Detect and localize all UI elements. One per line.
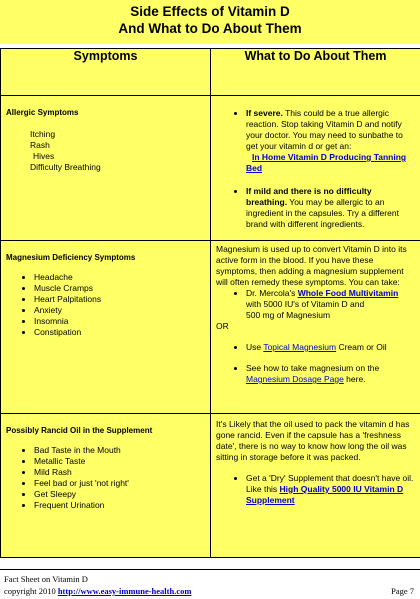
body-text: Get a 'Dry' Supplement that doesn't have oil. Like this [246,473,413,494]
body-text: You may be allergic to an ingredient in the capsules. Try a different brand with different ingredients. [246,197,399,229]
footer-copyright [4,586,191,596]
section-title: Allergic Symptoms [6,108,205,117]
emphasis-text: If mild and there is no difficulty breathing. [246,186,372,207]
body-text: See how to take magnesium on the [246,363,379,373]
header-symptoms: Symptoms [1,49,211,96]
or-text: OR [216,321,415,332]
site-url-link[interactable]: http://www.easy-immune-health.com [58,586,192,596]
title-line-1: Side Effects of Vitamin D [0,3,420,20]
body-text: here. [344,374,366,384]
multivitamin-link[interactable]: Whole Food Multivitamin [298,288,399,298]
list-item: • Muscle Cramps [34,283,205,294]
body-text: Cream or Oil [336,342,387,352]
tanning-bed-link[interactable]: In Home Vitamin D Producing Tanning Bed [246,152,406,173]
list-item: • Frequent Urination [34,500,205,511]
copyright-text: copyright 2010 [4,586,58,596]
list-item [246,473,415,506]
header-what-to-do: What to Do About Them [211,49,420,96]
list-item [246,108,415,174]
list-item: • Heart Palpitations [34,294,205,305]
remedy-cell [211,241,420,414]
list-item: • Insomnia [34,316,205,327]
list-item: Itching [30,129,205,140]
list-item [246,342,415,353]
symptom-list [6,272,205,338]
list-item: • Get Sleepy [34,489,205,500]
list-item: • Mild Rash [34,467,205,478]
remedy-list [216,108,415,230]
list-item: • Bad Taste in the Mouth [34,445,205,456]
list-item: • Metallic Taste [34,456,205,467]
symptom-list [6,445,205,511]
section-title: Possibly Rancid Oil in the Supplement [6,426,205,435]
emphasis-text: If severe. [246,108,283,118]
list-item: • Constipation [34,327,205,338]
list-item: • Headache [34,272,205,283]
magnesium-dosage-link[interactable]: Magnesium Dosage Page [246,374,344,384]
list-item [246,288,415,321]
page-title [0,0,420,44]
remedy-list [216,342,415,385]
symptoms-cell [1,96,211,241]
page-footer [0,569,420,599]
list-item: Difficulty Breathing [30,162,205,173]
list-item: Hives [30,151,205,162]
symptom-list [6,129,205,173]
body-text: with 5000 IU's of Vitamin D and [246,299,364,309]
footer-title: Fact Sheet on Vitamin D [4,574,88,584]
list-item: • Feel bad or just 'not right' [34,478,205,489]
table-row [1,96,420,241]
list-item: Rash [30,140,205,151]
body-text: 500 mg of Magnesium [246,310,330,320]
vitamin-d-supplement-link[interactable]: High Quality 5000 IU Vitamin D Supplement [246,484,403,505]
table-row [1,241,420,414]
remedy-cell [211,414,420,558]
symptoms-cell [1,414,211,558]
body-text: Use [246,342,263,352]
body-text: Magnesium is used up to convert Vitamin D into its active form in the blood. If you have these symptoms, then adding a magnesium supplement will often remedy these symptoms. You can take: [216,244,415,288]
body-text: Dr. Mercola's [246,288,298,298]
body-text: This could be a true allergic reaction. Stop taking Vitamin D and notify your doctor. You may need to sunbathe to get your vitamin d or get an: [246,108,403,151]
title-line-2: And What to Do About Them [0,20,420,37]
list-item [246,186,415,230]
remedy-list [216,288,415,321]
topical-magnesium-link[interactable]: Topical Magnesium [263,342,336,352]
symptoms-cell [1,241,211,414]
table-header-row [1,49,420,96]
page-number: Page 7 [391,586,414,596]
list-item: • Anxiety [34,305,205,316]
side-effects-table [0,48,420,558]
remedy-list [216,473,415,506]
table-row [1,414,420,558]
section-title: Magnesium Deficiency Symptoms [6,253,205,262]
remedy-cell [211,96,420,241]
body-text: It's Likely that the oil used to pack the vitamin d has gone rancid. Even if the capsule has a 'freshness date', there is no way to know how long the oil was sitting in storage before it was packed. [216,419,415,463]
list-item [246,363,415,385]
